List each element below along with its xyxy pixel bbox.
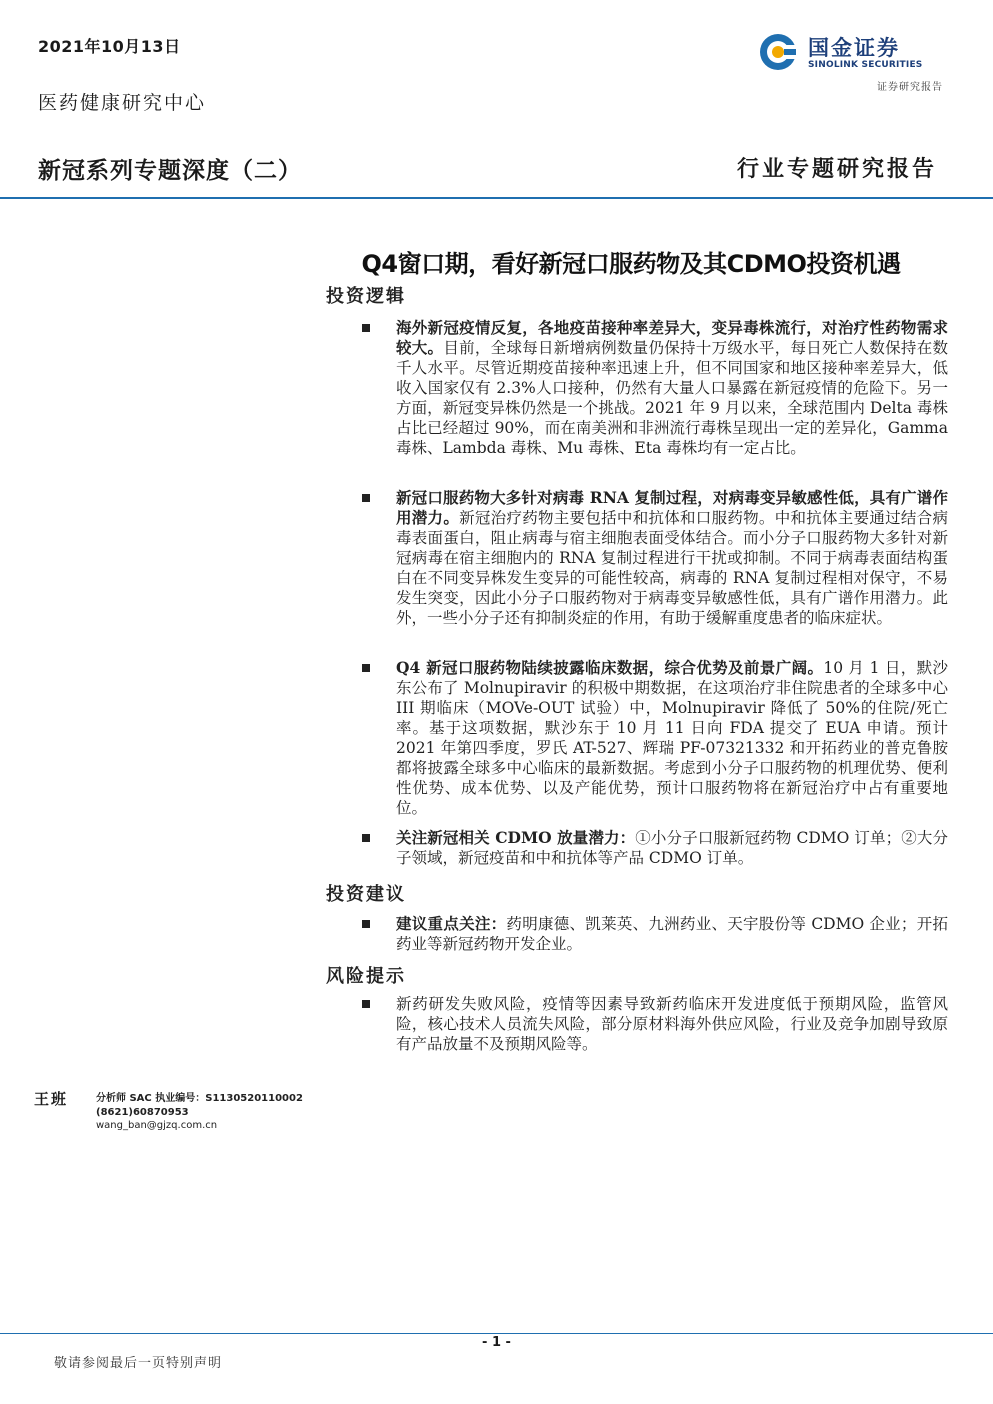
bullet-text: ①小分子口服新冠药物 CDMO 订单；②大分子领域，新冠疫苗和中和抗体等产品 CDMO 订单。: [396, 829, 948, 867]
analyst-license: 分析师 SAC 执业编号：S1130520110002: [96, 1093, 303, 1104]
bullet-text: 新药研发失败风险，疫情等因素导致新药临床开发进度低于预期风险，监管风险，核心技术人员流失风险，部分原材料海外供应风险，行业及竞争加剧导致原有产品放量不及预期风险等。: [396, 995, 948, 1053]
bullet-text: 新冠治疗药物主要包括中和抗体和口服药物。中和抗体主要通过结合病毒表面蛋白，阻止病毒与宿主细胞表面受体结合。而小分子口服药物大多针对新冠病毒在宿主细胞内的 RNA 复制过程进行干扰或抑制。不同于病毒表面结构蛋白在不同变异株发生变异的可能性较高，病毒的 RNA 复制过程相对保守，不易发生突变，因此小分子口服药物对于病毒变异敏感性低，具有广谱作用潜力。此外，一些小分子还有抑制炎症的作用，有助于缓解重度患者的临床症状。: [396, 509, 948, 627]
analyst-info: [96, 1092, 303, 1133]
bullet-lead: Q4 新冠口服药物陆续披露临床数据，综合优势及前景广阔。: [396, 658, 824, 677]
bullet-item: [358, 914, 948, 954]
bullet-lead: 建议重点关注：: [396, 914, 507, 933]
section-heading-recommendation: 投资建议: [326, 884, 406, 905]
section-heading-logic: 投资逻辑: [326, 286, 406, 307]
logo-name-cn: 国金证券: [808, 36, 900, 60]
report-title: Q4窗口期，看好新冠口服药物及其CDMO投资机遇: [361, 250, 901, 278]
analyst-name: 王班: [34, 1090, 69, 1108]
page-number: - 1 -: [482, 1335, 511, 1350]
bullet-square-icon: [362, 664, 370, 672]
logo-name-en: SINOLINK SECURITIES: [808, 60, 923, 70]
bullet-square-icon: [362, 324, 370, 332]
footer-divider: [0, 1333, 993, 1334]
bullet-square-icon: [362, 494, 370, 502]
bullet-text: 药明康德、凯莱英、九洲药业、天宇股份等 CDMO 企业；开拓药业等新冠药物开发企业。: [396, 915, 948, 953]
bullet-item: [358, 488, 948, 628]
bullet-lead: 新冠口服药物大多针对病毒 RNA 复制过程，对病毒变异敏感性低，具有广谱作用潜力。: [396, 488, 948, 527]
analyst-email[interactable]: wang_ban@gjzq.com.cn: [96, 1120, 218, 1131]
department-name: 医药健康研究中心: [38, 92, 207, 114]
bullet-item: [358, 658, 948, 818]
bullet-square-icon: [362, 834, 370, 842]
analyst-phone: (8621)60870953: [96, 1106, 189, 1118]
bullet-square-icon: [362, 1000, 370, 1008]
logo-subtitle: 证券研究报告: [877, 82, 943, 93]
series-title: 新冠系列专题深度（二）: [38, 158, 302, 184]
sinolink-logo-icon: [758, 32, 798, 72]
bullet-item: [358, 828, 948, 868]
bullet-text: 目前，全球每日新增病例数量仍保持十万级水平，每日死亡人数保持在数千人水平。尽管近期疫苗接种率迅速上升，但不同国家和地区接种率差异大，低收入国家仅有 2.3%人口接种，仍然有大量人口暴露在新冠疫情的危险下。另一方面，新冠变异株仍然是一个挑战。2021 年 9 月以来，全球范围内 Delta 毒株占比已经超过 90%，而在南美洲和非洲流行毒株呈现出一定的差异化，Gamma 毒株、Lambda 毒株、Mu 毒株、Eta 毒株均有一定占比。: [396, 339, 948, 457]
report-type: 行业专题研究报告: [736, 156, 937, 182]
company-logo: [758, 30, 944, 76]
report-date: 2021年10月13日: [38, 37, 181, 56]
bullet-square-icon: [362, 920, 370, 928]
bullet-lead: 海外新冠疫情反复，各地疫苗接种率差异大，变异毒株流行，对治疗性药物需求较大。: [396, 318, 948, 357]
bullet-item: [358, 318, 948, 458]
bullet-lead: 关注新冠相关 CDMO 放量潜力：: [396, 828, 636, 847]
bullet-text: 10 月 1 日，默沙东公布了 Molnupiravir 的积极中期数据，在这项治疗非住院患者的全球多中心 III 期临床（MOVe-OUT 试验）中，Molnupiravir 降低了 50%的住院/死亡率。基于这项数据，默沙东于 10 月 11 日向 FDA 提交了 EUA 申请。预计 2021 年第四季度，罗氏 AT-527、辉瑞 PF-07321332 和开拓药业的普克鲁胺都将披露全球多中心临床的最新数据。考虑到小分子口服药物的机理优势、便利性优势、成本优势、以及产能优势，预计口服药物将在新冠治疗中占有重要地位。: [396, 659, 949, 817]
disclaimer-note: 敬请参阅最后一页特别声明: [54, 1356, 223, 1371]
bullet-item: [358, 994, 948, 1054]
header-divider: [0, 197, 993, 199]
section-heading-risk: 风险提示: [326, 966, 406, 987]
